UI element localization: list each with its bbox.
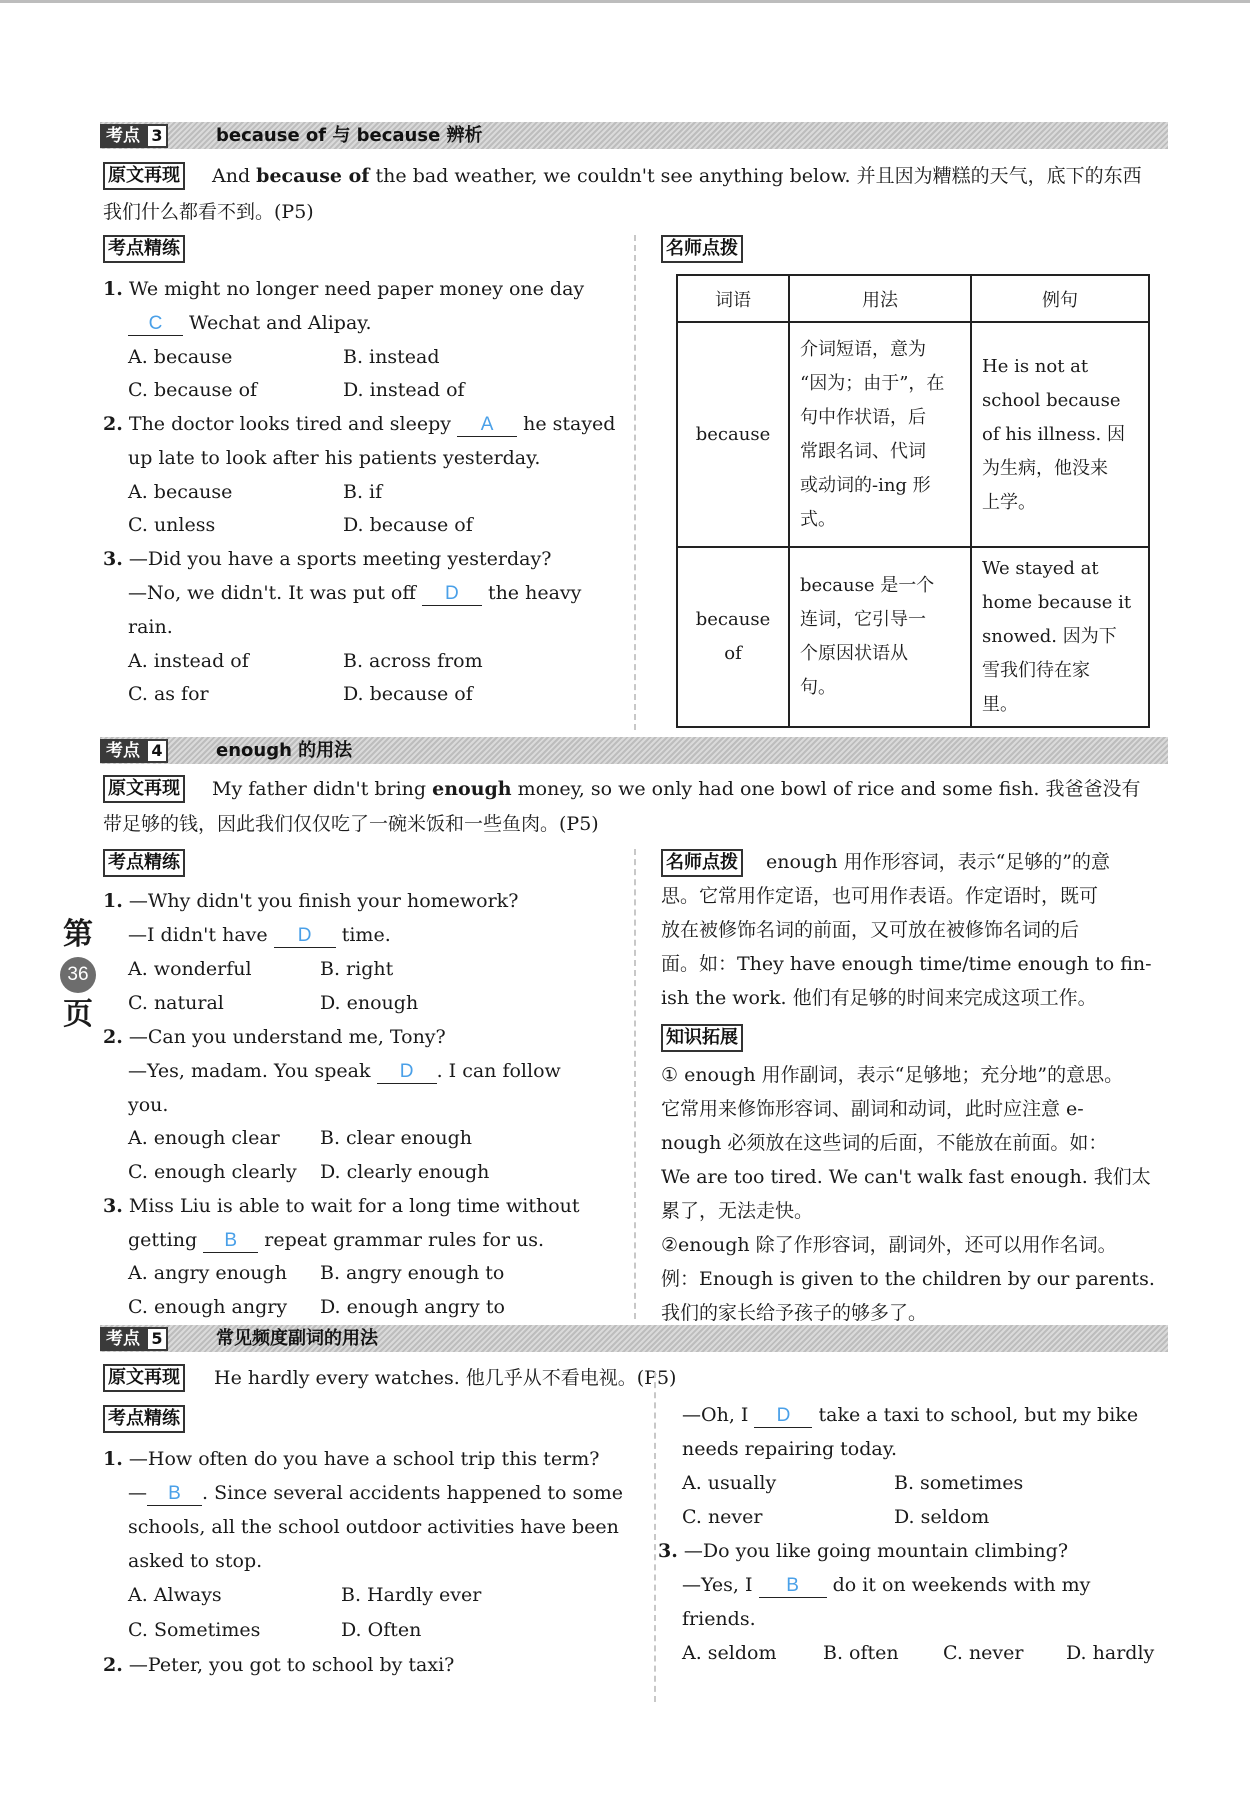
extension-label: 知识拓展 (661, 1024, 743, 1052)
column-divider (634, 849, 636, 1319)
option-c: C. enough clearly (128, 1161, 297, 1183)
question-3: 3. —Do you like going mountain climbing? (658, 1540, 1069, 1562)
answer-blank: D (422, 583, 482, 606)
option-c: C. never (943, 1642, 1024, 1664)
section-tag (100, 122, 168, 149)
answer-blank: D (754, 1405, 812, 1428)
section-title: because of 与 because 辨析 (216, 125, 483, 146)
question-1-line2: — B . Since several accidents happened to some (128, 1482, 623, 1504)
tag-number: 3 (146, 124, 168, 148)
option-d: D. Often (341, 1619, 422, 1641)
section-tag (100, 737, 168, 764)
option-c: C. as for (128, 683, 209, 705)
table-cell: because of (677, 547, 789, 727)
tag-number: 4 (146, 739, 168, 763)
question-2-line2: —Oh, I D take a taxi to school, but my bike (682, 1404, 1139, 1426)
section-header-3 (100, 122, 1168, 149)
answer-blank: B (759, 1575, 827, 1598)
answer-blank: A (457, 414, 517, 437)
question-1-line3: schools, all the school outdoor activities have been (128, 1516, 619, 1538)
table-header: 用法 (789, 275, 971, 322)
exercise-label: 考点精练 (103, 235, 185, 263)
option-a: A. usually (682, 1472, 777, 1494)
option-c: C. enough angry (128, 1296, 288, 1318)
tip-text: enough 用作形容词，表示“足够的”的意 (766, 851, 1111, 873)
tag-label: 考点 (100, 124, 146, 148)
usage-table (676, 274, 1150, 728)
question-1: 1. We might no longer need paper money one day (103, 278, 585, 300)
question-3: 3. Miss Liu is able to wait for a long time without (103, 1195, 580, 1217)
table-cell: We stayed at home because it snowed. 因为下 雪我们待在家 里。 (971, 547, 1149, 727)
section-header-5 (100, 1325, 1168, 1352)
page-number-badge: 36 (60, 957, 96, 993)
original-text-label: 原文再现 (103, 775, 185, 803)
table-header: 词语 (677, 275, 789, 322)
question-1: 1. —How often do you have a school trip this term? (103, 1448, 600, 1470)
question-1: 1. —Why didn't you finish your homework? (103, 890, 519, 912)
option-b: B. instead (343, 346, 440, 368)
option-c: C. natural (128, 992, 224, 1014)
question-2: 2. The doctor looks tired and sleepy A he stayed (103, 413, 616, 435)
option-a: A. because (128, 481, 233, 503)
option-c: C. Sometimes (128, 1619, 261, 1641)
original-text-label: 原文再现 (103, 1364, 185, 1392)
option-b: B. often (823, 1642, 899, 1664)
answer-blank: B (203, 1230, 258, 1253)
table-cell: because (677, 322, 789, 547)
tip-label: 名师点拨 (661, 849, 743, 877)
question-3-line2: —No, we didn't. It was put off D the heavy (128, 582, 582, 604)
exercise-label: 考点精练 (103, 849, 185, 877)
table-header-row (677, 275, 1149, 322)
question-1-line4: asked to stop. (128, 1550, 263, 1572)
option-c: C. never (682, 1506, 763, 1528)
question-2-line3: needs repairing today. (682, 1438, 897, 1460)
section-title: enough 的用法 (216, 740, 353, 761)
table-row (677, 322, 1149, 547)
option-b: B. if (343, 481, 383, 503)
option-d: D. enough angry to (320, 1296, 505, 1318)
option-b: B. angry enough to (320, 1262, 505, 1284)
original-text-line2: 带足够的钱，因此我们仅仅吃了一碗米饭和一些鱼肉。(P5) (103, 813, 599, 835)
column-divider (654, 1372, 656, 1702)
option-b: B. Hardly ever (341, 1584, 482, 1606)
answer-blank: B (147, 1483, 202, 1506)
question-3-line3: rain. (128, 616, 173, 638)
column-divider (634, 235, 636, 730)
question-1-line2: —I didn't have D time. (128, 924, 391, 946)
tip-label: 名师点拨 (661, 235, 743, 263)
option-d: D. instead of (343, 379, 465, 401)
answer-blank: C (128, 313, 183, 336)
option-a: A. Always (128, 1584, 222, 1606)
table-header: 例句 (971, 275, 1149, 322)
option-d: D. enough (320, 992, 419, 1014)
option-a: A. enough clear (128, 1127, 280, 1149)
original-text-line1: He hardly every watches. 他几乎从不看电视。(P5) (214, 1367, 677, 1389)
tag-number: 5 (146, 1327, 168, 1351)
question-2: 2. —Peter, you got to school by taxi? (103, 1654, 455, 1676)
top-rule (0, 0, 1250, 3)
exercise-label: 考点精练 (103, 1405, 185, 1433)
option-a: A. wonderful (128, 958, 252, 980)
question-3-line2: getting B repeat grammar rules for us. (128, 1229, 545, 1251)
option-b: B. across from (343, 650, 483, 672)
question-2: 2. —Can you understand me, Tony? (103, 1026, 446, 1048)
option-a: A. seldom (682, 1642, 777, 1664)
option-d: D. hardly (1066, 1642, 1155, 1664)
option-b: B. sometimes (894, 1472, 1024, 1494)
table-cell: 介词短语，意为 “因为；由于”，在 句中作状语，后 常跟名词、代词 或动词的-ing 形 式。 (789, 322, 971, 547)
original-text-line2: 我们什么都看不到。(P5) (103, 201, 314, 223)
tag-label: 考点 (100, 1327, 146, 1351)
page-char-bottom: 页 (63, 997, 93, 1032)
table-row (677, 547, 1149, 727)
question-3-line3: friends. (682, 1608, 756, 1630)
question-2-line3: you. (128, 1094, 169, 1116)
table-cell: because 是一个 连词，它引导一 个原因状语从 句。 (789, 547, 971, 727)
option-d: D. clearly enough (320, 1161, 490, 1183)
option-d: D. because of (343, 683, 473, 705)
tip-text: 思。它常用作定语，也可用作表语。作定语时，既可 放在被修饰名词的前面，又可放在被修饰名词的后 面。如：They have enough time/time enough to fin- ish the work. 他们有足够的时间来完成这项工作。 (661, 885, 1152, 1009)
original-text-line1: And because of the bad weather, we couldn't see anything below. 并且因为糟糕的天气，底下的东西 (212, 165, 1142, 187)
original-text-label: 原文再现 (103, 162, 185, 190)
option-a: A. instead of (128, 650, 249, 672)
option-a: A. because (128, 346, 233, 368)
option-d: D. seldom (894, 1506, 990, 1528)
section-title: 常见频度副词的用法 (216, 1328, 378, 1349)
original-text-line1: My father didn't bring enough money, so we only had one bowl of rice and some fish. 我爸爸没有 (212, 778, 1141, 800)
page-number (58, 915, 98, 1035)
question-2-line2: up late to look after his patients yesterday. (128, 447, 541, 469)
table-cell: He is not at school because of his illness. 因 为生病，他没来 上学。 (971, 322, 1149, 547)
tag-label: 考点 (100, 739, 146, 763)
answer-blank: D (274, 925, 336, 948)
option-b: B. clear enough (320, 1127, 473, 1149)
question-2-line2: —Yes, madam. You speak D . I can follow (128, 1060, 561, 1082)
option-c: C. unless (128, 514, 216, 536)
question-3: 3. —Did you have a sports meeting yesterday? (103, 548, 552, 570)
option-b: B. right (320, 958, 394, 980)
question-3-line2: —Yes, I B do it on weekends with my (682, 1574, 1091, 1596)
option-c: C. because of (128, 379, 258, 401)
option-d: D. because of (343, 514, 473, 536)
answer-blank: D (377, 1061, 437, 1084)
question-1-line2: C Wechat and Alipay. (128, 310, 372, 336)
section-header-4 (100, 737, 1168, 764)
section-tag (100, 1325, 168, 1352)
option-a: A. angry enough (128, 1262, 287, 1284)
extension-text: ① enough 用作副词，表示“足够地；充分地”的意思。 它常用来修饰形容词、副词和动词，此时应注意 e- nough 必须放在这些词的后面，不能放在前面。如： We are too tired. We can't walk fast enough. 我们太 累了，无法走快。 ②enough 除了作形容词，副词外，还可以用作名词。 例：Enough is given to the children by our parents. 我们的家长给予孩子的够多了。 (661, 1064, 1155, 1324)
page-char-top: 第 (63, 917, 93, 952)
